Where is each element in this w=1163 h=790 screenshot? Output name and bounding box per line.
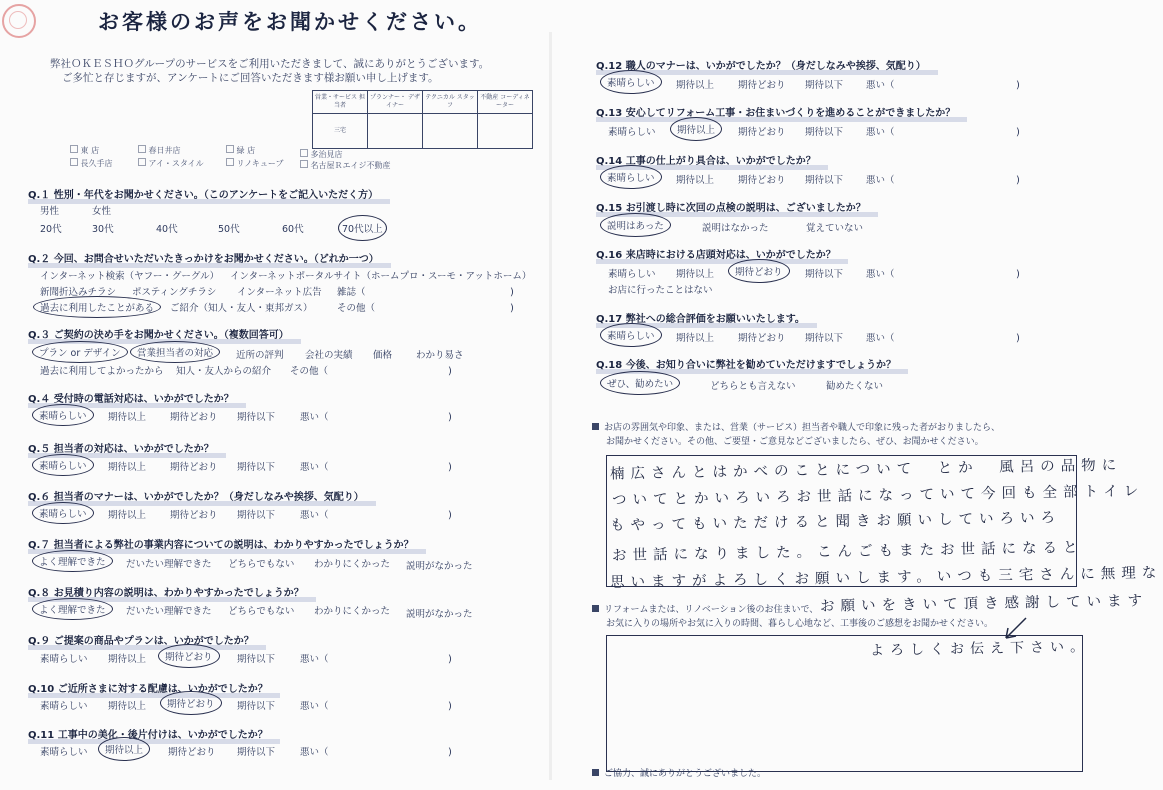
checkbox-icon (300, 160, 308, 168)
question-17: Q.17 弊社への総合評価をお願いいたします。 (596, 310, 805, 325)
answer-option[interactable]: 期待以下 (805, 175, 844, 186)
answer-option-selected[interactable]: 素晴らしい (600, 165, 662, 189)
checkbox-icon (226, 158, 234, 166)
answer-option[interactable]: 雑誌（ (337, 287, 366, 298)
answer-option[interactable]: 期待以下 (237, 701, 276, 712)
handwritten-line: もやってもいただけると聞きお願いしていろいろ (609, 510, 1062, 534)
answer-option-selected[interactable]: 期待以上 (670, 117, 722, 141)
answer-option[interactable]: 期待以上 (108, 654, 147, 665)
answer-option[interactable]: 期待以下 (237, 510, 276, 521)
answer-option[interactable]: 期待以上 (108, 462, 147, 473)
answer-option[interactable]: ご紹介（知人・友人・東邦ガス） (170, 303, 313, 314)
answer-option[interactable]: インターネット広告 (237, 287, 322, 298)
answer-option[interactable]: だいたい理解できた (126, 559, 212, 570)
question-6: Q.６ 担当者のマナーは、いかがでしたか？（身だしなみや挨拶、気配り） (28, 488, 364, 503)
question-4: Q.４ 受付時の電話対応は、いかがでしたか？ (28, 390, 234, 405)
answer-option-selected[interactable]: よく理解できた (32, 550, 113, 572)
answer-option[interactable]: 期待以下 (237, 412, 276, 423)
answer-option-selected[interactable]: 70代以上 (338, 215, 387, 241)
store-option[interactable]: 緑 店 (226, 145, 255, 156)
staff-header: 不動産 コーディネーター (478, 91, 533, 114)
answer-option[interactable]: その他（ (290, 366, 329, 377)
question-2: Q.２ 今回、お問合せいただいたきっかけをお聞かせください。（どれか一つ） (28, 250, 379, 265)
answer-option[interactable]: どちらでもない (228, 559, 295, 570)
answer-option[interactable]: 悪い（ (300, 462, 329, 473)
staff-header: 営業・サービス 担当者 (313, 91, 368, 114)
answer-option-selected[interactable]: 素晴らしい (600, 70, 662, 94)
store-option[interactable]: 東 店 (70, 145, 99, 156)
answer-option[interactable]: お店に行ったことはない (608, 285, 713, 296)
answer-option[interactable]: 素晴らしい (608, 127, 656, 138)
answer-option[interactable]: 素晴らしい (608, 269, 656, 280)
answer-option[interactable]: 悪い（ (866, 333, 895, 344)
answer-option[interactable]: 覚えていない (806, 223, 864, 234)
answer-option[interactable]: 期待以上 (676, 269, 715, 280)
comment1-instruction-2: お聞かせください。その他、ご要望・ご意見などございましたら、ぜひ、お聞かせください。 (606, 437, 984, 447)
answer-option[interactable]: 期待以下 (237, 747, 276, 758)
square-bullet-icon (592, 423, 599, 430)
handwritten-line: よろしくお伝え下さい。 (869, 639, 1091, 659)
staff-cell[interactable] (423, 114, 478, 149)
answer-option[interactable]: 悪い（ (866, 80, 895, 91)
answer-option[interactable]: 30代 (92, 224, 114, 235)
square-bullet-icon (592, 769, 599, 776)
answer-option[interactable]: わかりにくかった (314, 559, 391, 570)
answer-option-selected[interactable]: ぜひ、勧めたい (600, 371, 680, 395)
answer-option[interactable]: 50代 (218, 224, 240, 235)
answer-option-selected[interactable]: 素晴らしい (32, 454, 94, 476)
question-18: Q.18 今後、お知り合いに弊社を勧めていただけますでしょうか？ (596, 356, 896, 371)
answer-option[interactable]: 期待以上 (676, 175, 715, 186)
answer-option[interactable]: インターネットポータルサイト（ホームプロ・スーモ・アットホーム） (230, 271, 532, 282)
question-1: Q.１ 性別・年代をお聞かせください。（このアンケートをご記入いただく方） (28, 186, 378, 201)
answer-option-selected[interactable]: 営業担当者の対応 (130, 341, 220, 363)
question-13: Q.13 安心してリフォーム工事・お住まいづくりを進めることができましたか？ (596, 104, 955, 119)
question-3: Q.３ ご契約の決め手をお聞かせください。（複数回答可） (28, 326, 289, 341)
question-10: Q.10 ご近所さまに対する配慮は、いかがでしたか？ (28, 680, 268, 695)
answer-option[interactable]: 期待以上 (676, 80, 715, 91)
comment1-instruction: お店の雰囲気や印象、または、営業（サービス）担当者や職人で印象に残った者がおりましたら、 (592, 420, 1000, 433)
answer-option[interactable]: わかりにくかった (314, 606, 391, 617)
answer-option[interactable]: 期待以下 (805, 269, 844, 280)
answer-option[interactable]: 説明がなかった (406, 561, 473, 572)
answer-option[interactable]: 説明がなかった (406, 609, 473, 620)
staff-header: テクニカル スタッフ (423, 91, 478, 114)
answer-option[interactable]: 悪い（ (866, 269, 895, 280)
answer-option[interactable]: 20代 (40, 224, 62, 235)
question-11: Q.11 工事中の美化・後片付けは、いかがでしたか？ (28, 726, 268, 741)
question-9: Q.９ ご提案の商品やプランは、いかがでしたか？ (28, 632, 254, 647)
answer-option[interactable]: 男性 (40, 206, 60, 217)
answer-option[interactable]: 期待どおり (738, 333, 786, 344)
answer-option[interactable]: わかり易さ (416, 350, 464, 361)
store-option[interactable]: 春日井店 (138, 145, 181, 156)
answer-option[interactable]: 期待以上 (108, 510, 147, 521)
answer-option[interactable]: 期待以下 (237, 462, 276, 473)
handwritten-line: 楠広さんとはかべのことについて とか 風呂の品物に (609, 457, 1123, 483)
answer-option[interactable]: 説明はなかった (702, 223, 769, 234)
question-7: Q.７ 担当者による弊社の事業内容についての説明は、わかりやすかったでしょうか？ (28, 536, 414, 551)
answer-option[interactable]: 女性 (92, 206, 112, 217)
answer-option[interactable]: 悪い（ (300, 510, 329, 521)
answer-option[interactable]: 期待以上 (108, 412, 147, 423)
answer-option[interactable]: 過去に利用してよかったから (40, 366, 164, 377)
footer-thanks: ご協力、誠にありがとうございました。 (592, 766, 766, 779)
store-option[interactable]: 長久手店 (70, 158, 113, 169)
answer-option[interactable]: 新聞折込みチラシ (40, 287, 117, 298)
answer-option-selected[interactable]: 説明はあった (600, 213, 671, 237)
answer-option[interactable]: 素晴らしい (40, 701, 88, 712)
answer-option[interactable]: 素晴らしい (40, 654, 88, 665)
corner-stamp (2, 4, 36, 38)
answer-option[interactable]: 期待以下 (805, 127, 844, 138)
checkbox-icon (70, 145, 78, 153)
answer-option[interactable]: 会社の実績 (305, 350, 353, 361)
answer-option-selected[interactable]: 過去に利用したことがある (33, 296, 161, 318)
question-14: Q.14 工事の仕上がり具合は、いかがでしたか？ (596, 152, 816, 167)
answer-option[interactable]: 知人・友人からの紹介 (176, 366, 272, 377)
answer-option[interactable]: 悪い（ (866, 127, 895, 138)
checkbox-icon (138, 158, 146, 166)
answer-option[interactable]: 勧めたくない (826, 381, 884, 392)
store-option[interactable]: アイ・スタイル (138, 158, 204, 169)
answer-option[interactable]: 期待以下 (237, 654, 276, 665)
staff-cell[interactable] (478, 114, 533, 149)
answer-option[interactable]: 期待どおり (170, 462, 218, 473)
question-5: Q.５ 担当者の対応は、いかがでしたか？ (28, 440, 214, 455)
answer-option[interactable]: 悪い（ (300, 654, 329, 665)
answer-option[interactable]: インターネット検索（ヤフー・グーグル） (40, 271, 220, 282)
staff-cell[interactable] (368, 114, 423, 149)
answer-option[interactable]: 期待以上 (676, 333, 715, 344)
answer-option-selected[interactable]: よく理解できた (32, 598, 113, 620)
answer-option[interactable]: 悪い（ (300, 412, 329, 423)
checkbox-checked-icon (138, 145, 146, 153)
answer-option[interactable]: 素晴らしい (40, 747, 88, 758)
store-option[interactable]: 多治見店 (300, 149, 343, 160)
answer-option[interactable]: 期待どおり (170, 412, 218, 423)
checkbox-icon (300, 149, 308, 157)
answer-option[interactable]: だいたい理解できた (126, 606, 212, 617)
handwritten-line: ついてとかいろいろお世話になっていて今回も全部トイレ (611, 483, 1145, 509)
answer-option-selected[interactable]: 素晴らしい (32, 502, 94, 524)
question-16: Q.16 来店時における店頭対応は、いかがでしたか？ (596, 246, 836, 261)
answer-option[interactable]: 60代 (282, 224, 304, 235)
answer-option[interactable]: 期待どおり (738, 175, 786, 186)
checkbox-icon (226, 145, 234, 153)
answer-option[interactable]: その他（ (337, 303, 376, 314)
handwritten-line: お願いをきいて頂き感謝しています (819, 593, 1149, 615)
answer-option[interactable]: 近所の評判 (236, 350, 284, 361)
answer-option[interactable]: 悪い（ (866, 175, 895, 186)
staff-header: プランナー・ デザイナー (368, 91, 423, 114)
store-option[interactable]: 名古屋Ｒエイジ不動産 (300, 160, 391, 171)
intro-line-2: ご多忙と存じますが、アンケートにご回答いただきます様お願い申し上げます。 (62, 72, 439, 84)
answer-option[interactable]: 期待以下 (805, 333, 844, 344)
page-title: お客様のお声をお聞かせください。 (98, 10, 482, 34)
answer-option[interactable]: 期待以下 (805, 80, 844, 91)
question-15: Q.15 お引渡し時に次回の点検の説明は、ございましたか？ (596, 199, 866, 214)
intro-line-1: 弊社ＯＫＥＳＨＯグループのサービスをご利用いただきまして、誠にありがとうございます。 (50, 58, 490, 70)
answer-option[interactable]: 悪い（ (300, 701, 329, 712)
answer-option[interactable]: どちらでもない (228, 606, 295, 617)
answer-option[interactable]: 期待どおり (170, 510, 218, 521)
answer-option[interactable]: 悪い（ (300, 747, 329, 758)
answer-option[interactable]: 期待どおり (738, 80, 786, 91)
answer-option-selected[interactable]: 期待どおり (158, 644, 220, 668)
store-option[interactable]: リノキューブ (226, 158, 284, 169)
handwritten-arrow-icon (1000, 616, 1030, 642)
fold-line (549, 32, 552, 780)
staff-name[interactable]: 三宅 (313, 114, 368, 149)
answer-option[interactable]: ポスティングチラシ (132, 287, 217, 298)
answer-option[interactable]: 40代 (156, 224, 178, 235)
answer-option-selected[interactable]: 期待以上 (98, 737, 150, 761)
handwritten-line: お世話になりました。こんごもまたお世話になると (611, 539, 1084, 565)
answer-option[interactable]: 価格 (373, 350, 393, 361)
comment2-instruction-2: お気に入りの場所やお気に入りの時間、暮らし心地など、工事後のご感想をお聞かせください。 (606, 619, 994, 629)
answer-option-selected[interactable]: 期待どおり (728, 259, 790, 283)
answer-option-selected[interactable]: 素晴らしい (32, 404, 94, 426)
square-bullet-icon (592, 605, 599, 612)
answer-option-selected[interactable]: プラン or デザイン (32, 341, 128, 363)
staff-table (312, 90, 533, 149)
checkbox-icon (70, 158, 78, 166)
answer-option[interactable]: 期待どおり (738, 127, 786, 138)
question-12: Q.12 職人のマナーは、いかがでしたか？（身だしなみや挨拶、気配り） (596, 57, 926, 72)
comment2-instruction: リフォームまたは、リノベーション後のお住まいで、 (592, 602, 818, 615)
answer-option[interactable]: 期待以上 (108, 701, 147, 712)
answer-option[interactable]: どちらとも言えない (710, 381, 796, 392)
question-8: Q.８ お見積り内容の説明は、わかりやすかったでしょうか？ (28, 584, 304, 599)
handwritten-line: 思いますがよろしくお願いします。いつも三宅さんに無理な (609, 565, 1163, 591)
answer-option-selected[interactable]: 素晴らしい (600, 323, 662, 347)
answer-option[interactable]: 期待どおり (168, 747, 216, 758)
answer-option-selected[interactable]: 期待どおり (160, 691, 222, 715)
